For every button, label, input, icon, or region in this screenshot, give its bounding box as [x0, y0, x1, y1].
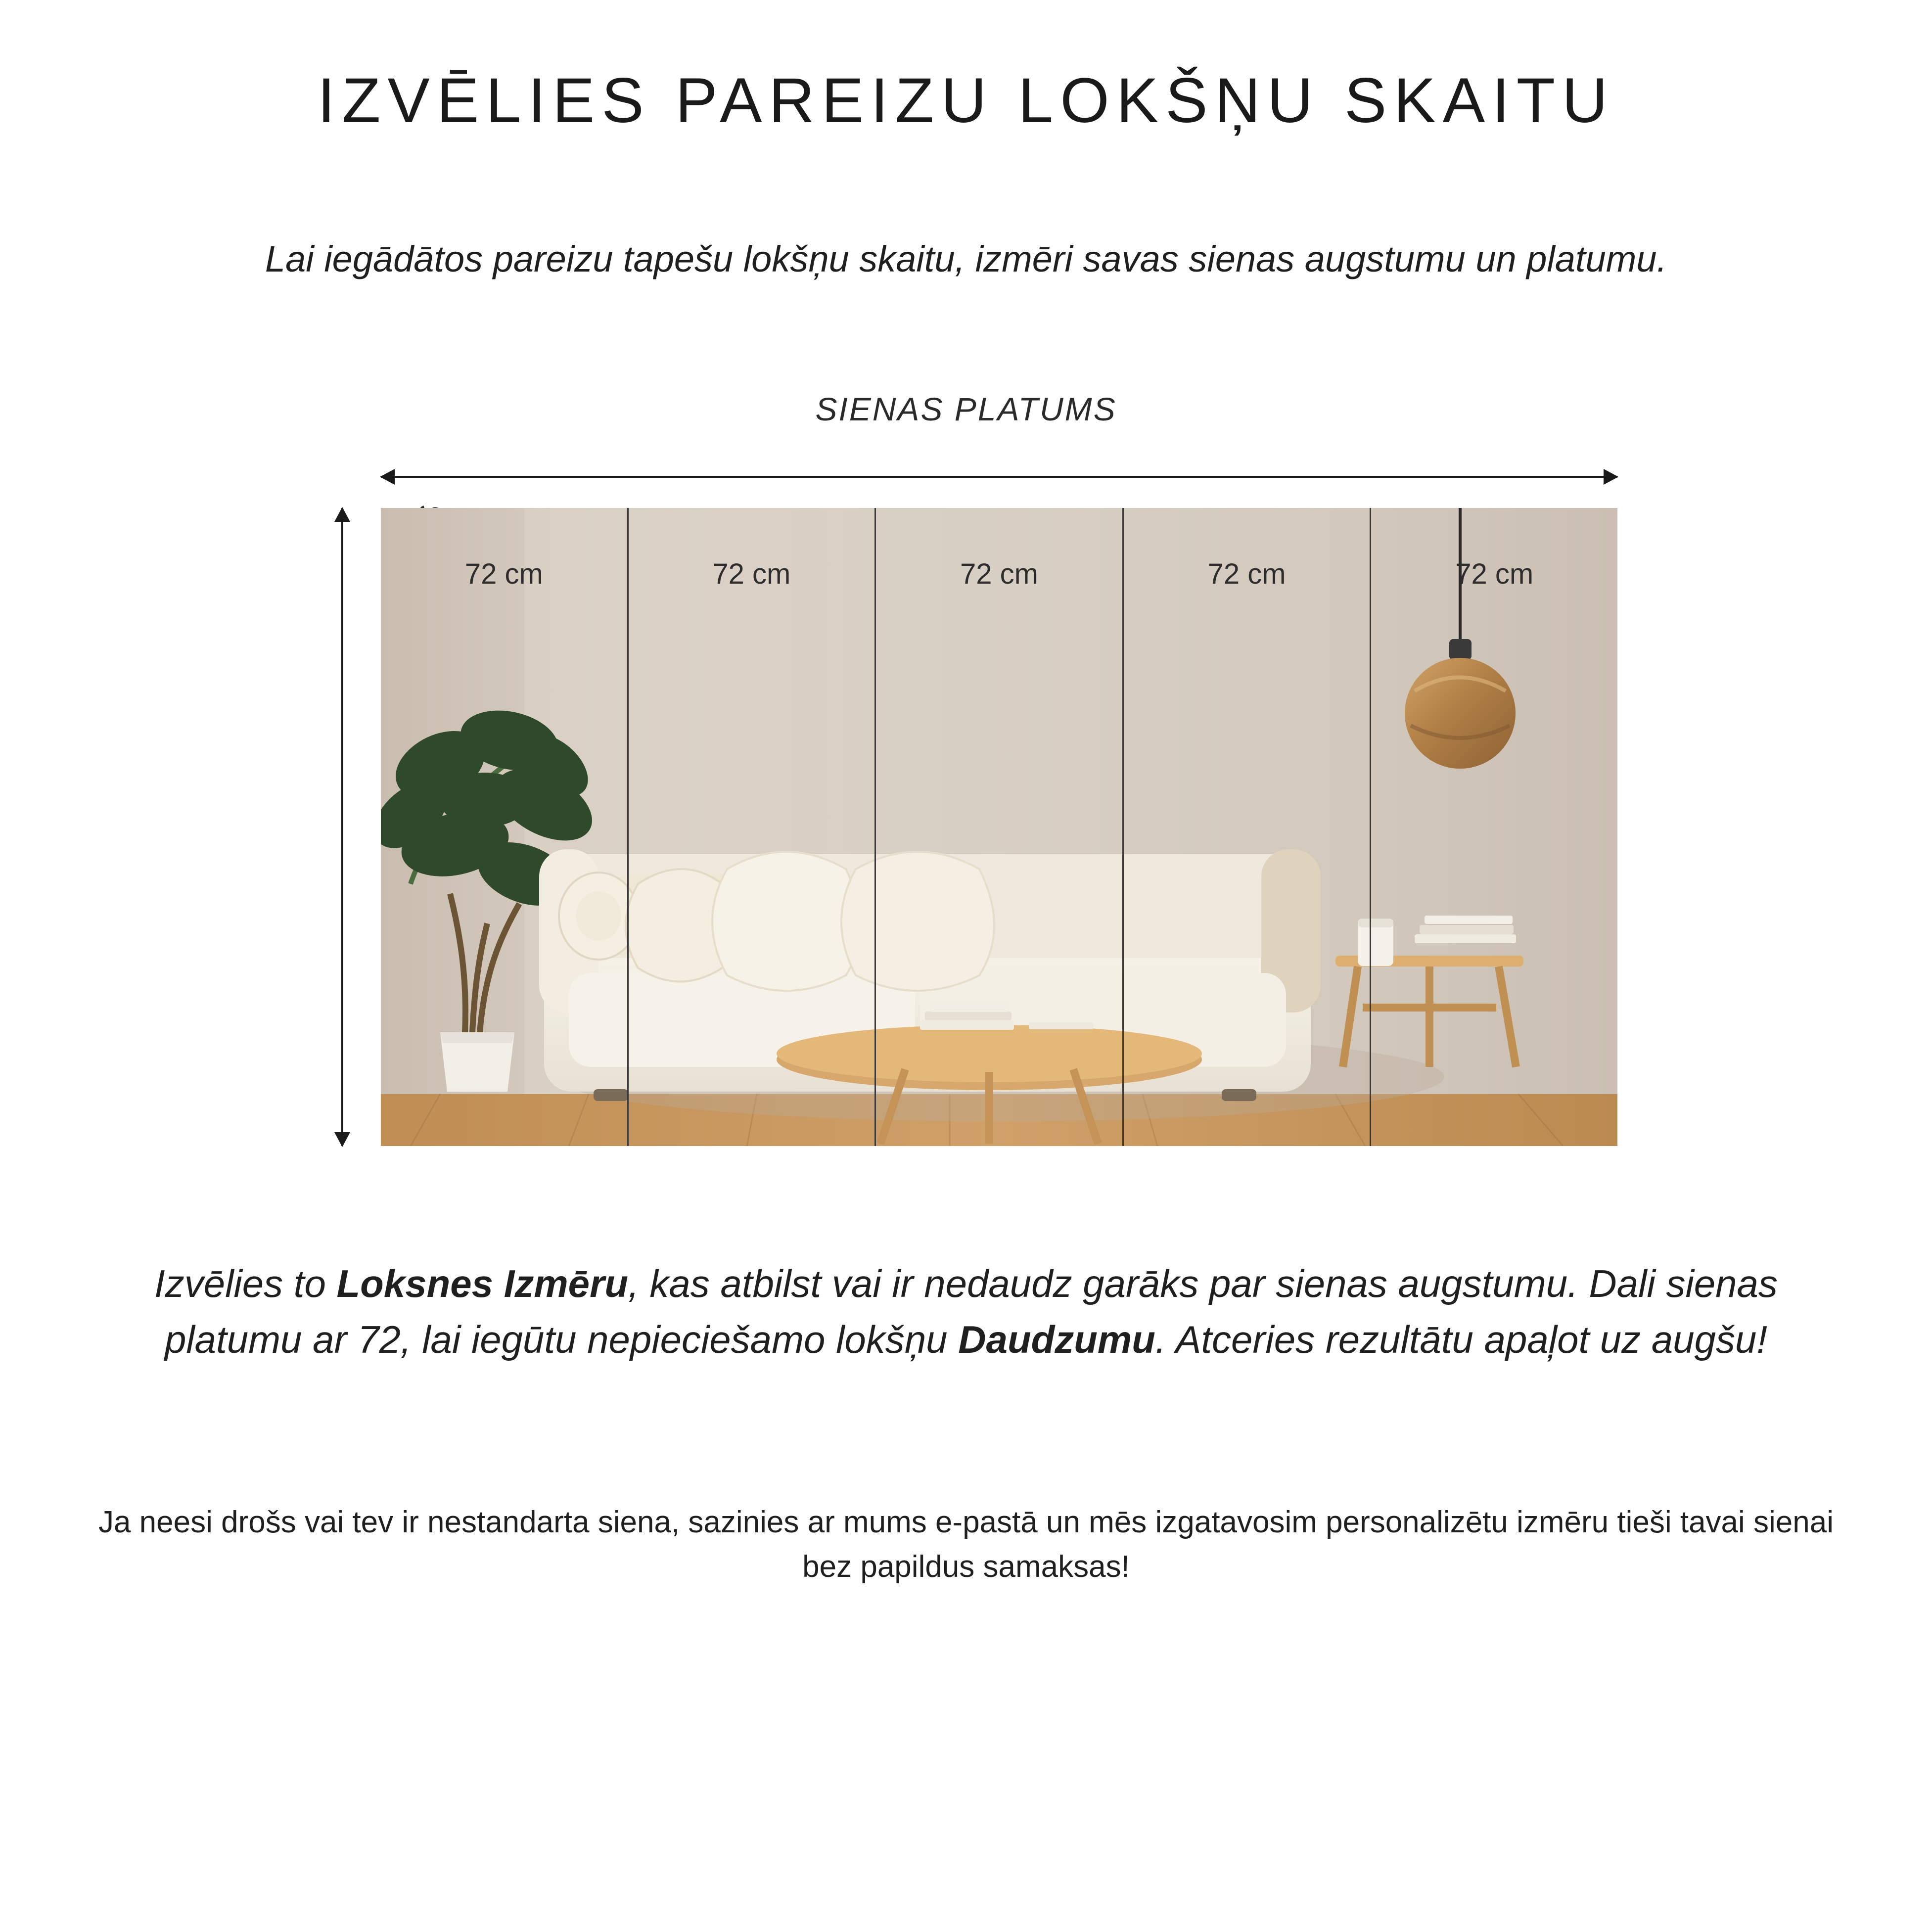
sheet-width-label: 72 cm: [1455, 557, 1534, 590]
sheet-column: [1124, 508, 1372, 1146]
wall-measurement-diagram: [0, 375, 1932, 1182]
instruction-part-2: , kas atbilst vai ir nedaudz garāks par sienas augstumu. Dali sienas platumu ar 72, lai iegūtu nepieciešamo lokšņu: [164, 1261, 1778, 1361]
sheet-column: [381, 508, 629, 1146]
sheet-column: [629, 508, 876, 1146]
height-arrow: [332, 508, 352, 1146]
instruction-bold-quantity: Daudzumu: [958, 1317, 1155, 1361]
instruction-part-1: Izvēlies to: [154, 1261, 337, 1305]
height-arrow-line: [341, 508, 343, 1146]
sheet-width-label: 72 cm: [712, 557, 791, 590]
width-arrow-line: [381, 476, 1617, 478]
width-arrow-head-left: [380, 469, 395, 485]
sheet-width-label: 72 cm: [464, 557, 543, 590]
footer-note: Ja neesi drošs vai tev ir nestandarta siena, sazinies ar mums e-pastā un mēs izgatavosim personalizētu izmēru tieši tavai sienai bez papildus samaksas!: [98, 1505, 1834, 1584]
height-arrow-head-top: [334, 507, 350, 522]
sheet-column: [1371, 508, 1617, 1146]
width-axis-label: SIENAS PLATUMS: [815, 390, 1117, 427]
width-arrow-head-right: [1604, 469, 1618, 485]
page-title: IZVĒLIES PAREIZU LOKŠŅU SKAITU: [317, 65, 1615, 136]
sheet-column: [876, 508, 1124, 1146]
sheet-width-label: 72 cm: [1207, 557, 1286, 590]
sheet-overlay: [381, 508, 1617, 1146]
instruction-part-3: . Atceries rezultātu apaļot uz augšu!: [1155, 1317, 1768, 1361]
instruction-text: [108, 1256, 1824, 1368]
intro-text: Lai iegādātos pareizu tapešu lokšņu skaitu, izmēri savas sienas augstumu un platumu.: [265, 238, 1667, 279]
height-arrow-head-bottom: [334, 1132, 350, 1147]
sheet-width-label: 72 cm: [960, 557, 1038, 590]
width-arrow: [381, 467, 1617, 487]
instruction-bold-sheet-size: Loksnes Izmēru: [336, 1261, 629, 1305]
